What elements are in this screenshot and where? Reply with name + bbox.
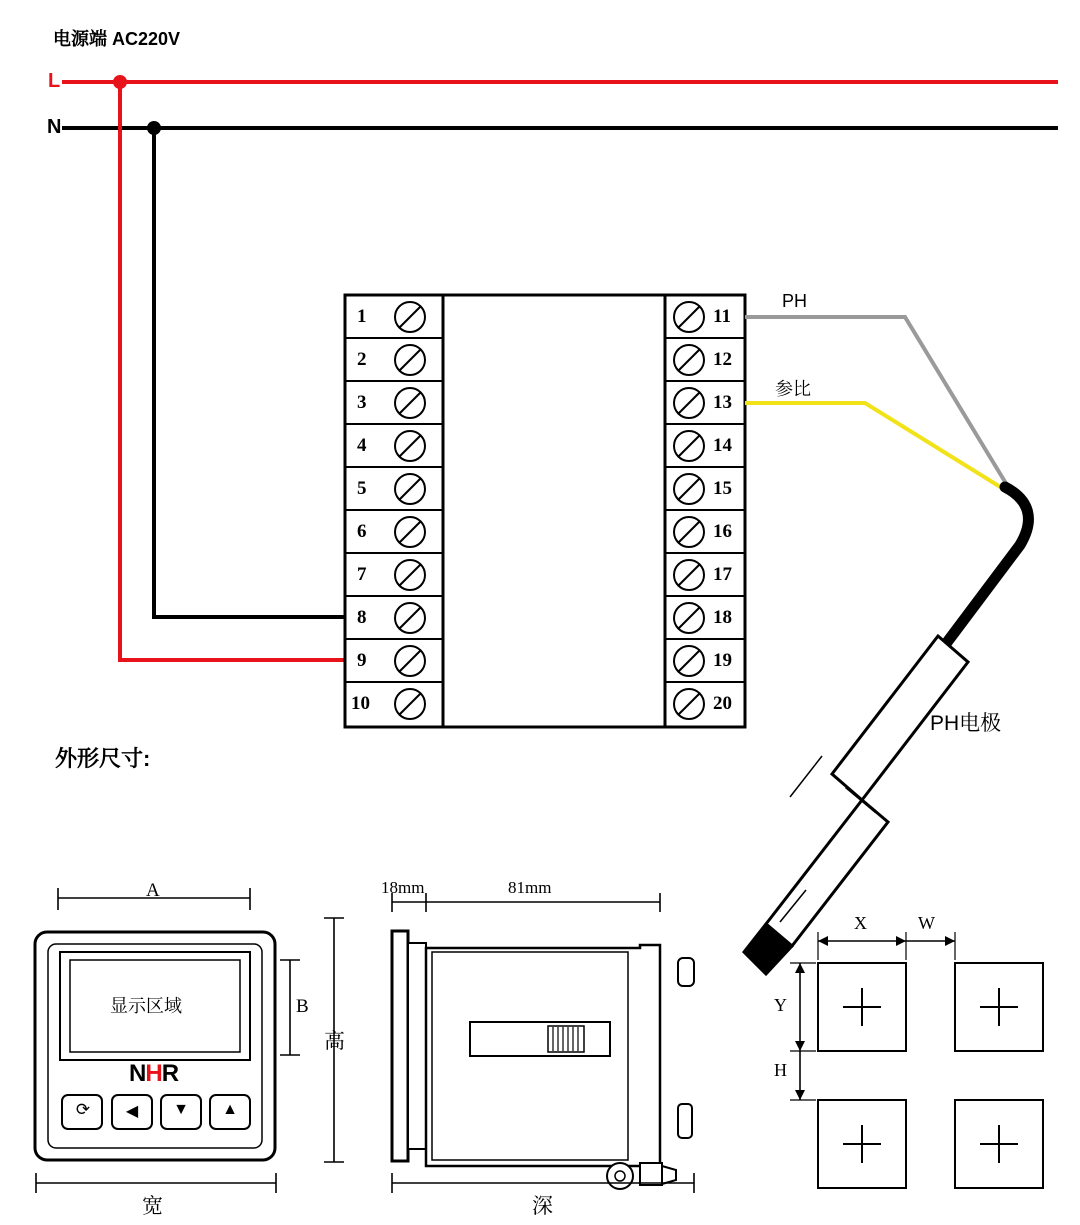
terminal-number: 5	[357, 478, 367, 499]
terminal-number: 4	[357, 435, 367, 456]
terminal-number: 9	[357, 650, 367, 671]
terminal-number: 3	[357, 392, 367, 413]
display-area-label: 显示区域	[110, 996, 182, 1017]
width-label: 宽	[142, 1194, 163, 1218]
reference-wire-label: 参比	[775, 379, 811, 399]
live-label: L	[48, 70, 61, 92]
terminal-number: 2	[357, 349, 367, 370]
terminal-number: 12	[713, 349, 732, 370]
dimensions-heading: 外形尺寸:	[55, 746, 151, 771]
button-up[interactable]: ▲	[222, 1101, 238, 1118]
dim-a-label: A	[146, 880, 160, 901]
dim-w-label: W	[918, 913, 935, 933]
neutral-label: N	[47, 116, 62, 138]
dim-y-label: Y	[774, 995, 787, 1015]
height-label: 高	[324, 1029, 345, 1053]
terminal-number: 13	[713, 392, 732, 413]
terminal-number: 15	[713, 478, 732, 499]
terminal-number: 6	[357, 521, 367, 542]
power-source-label: 电源端 AC220V	[53, 29, 181, 49]
depth-label: 深	[532, 1194, 553, 1218]
button-left[interactable]: ◀	[125, 1103, 139, 1120]
button-down[interactable]: ▼	[173, 1101, 189, 1118]
brand-logo: NHR	[129, 1060, 179, 1087]
terminal-number: 8	[357, 607, 367, 628]
dim-h-label: H	[774, 1060, 787, 1080]
front-view	[35, 888, 344, 1193]
dim-b-label: B	[296, 996, 309, 1017]
terminal-number: 11	[713, 306, 731, 327]
side-view	[392, 893, 694, 1193]
body-depth-label: 81mm	[508, 878, 552, 897]
terminal-number: 16	[713, 521, 732, 542]
dim-x-label: X	[854, 913, 867, 933]
terminal-number: 10	[351, 693, 370, 714]
terminal-number: 20	[713, 693, 732, 714]
cutout-view	[790, 932, 1043, 1188]
terminal-number: 7	[357, 564, 367, 585]
ph-wire-label: PH	[782, 291, 808, 311]
terminal-number: 1	[357, 306, 367, 327]
terminal-number: 19	[713, 650, 732, 671]
button-reset[interactable]: ⟳	[75, 1100, 91, 1119]
ph-electrode-label: PH电极	[930, 712, 1002, 735]
front-depth-label: 18mm	[381, 878, 425, 897]
terminal-number: 14	[713, 435, 732, 456]
terminal-number: 17	[713, 564, 732, 585]
terminal-number: 18	[713, 607, 732, 628]
